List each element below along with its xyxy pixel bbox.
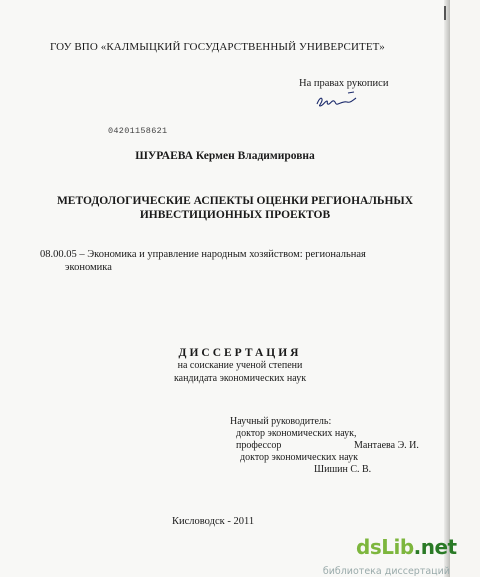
supervisor-name-2: Шишин С. В. xyxy=(314,464,372,475)
degree-description xyxy=(0,360,480,385)
supervisor-row-1 xyxy=(230,440,419,452)
specialty-line-1: 08.00.05 – Экономика и управление народным хозяйством: региональная xyxy=(40,249,366,260)
supervisor-rank: профессор xyxy=(236,440,282,451)
dslib-watermark[interactable] xyxy=(322,535,457,577)
author-name: ШУРАЕВА Кермен Владимировна xyxy=(135,150,315,162)
dissertation-title: МЕТОДОЛОГИЧЕСКИЕ АСПЕКТЫ ОЦЕНКИ РЕГИОНАЛЬНЫХ ИНВЕСТИЦИОННЫХ ПРОЕКТОВ xyxy=(56,195,414,221)
supervisor-name-1: Мантаева Э. И. xyxy=(354,440,419,451)
signature-icon xyxy=(314,89,360,111)
document-code: 04201158621 xyxy=(108,126,168,136)
supervisors-block xyxy=(230,416,419,476)
specialty-code xyxy=(40,248,380,274)
supervisor-degree-2: доктор экономических наук xyxy=(240,452,359,463)
supervisor-degree-1: доктор экономических наук, xyxy=(236,428,357,439)
city-year: Кисловодск - 2011 xyxy=(172,516,255,527)
dslib-logo: dsLib.net xyxy=(356,535,457,559)
rights-notice: На правах рукописи xyxy=(299,78,389,89)
scan-mark xyxy=(444,6,446,20)
page-edge-shadow xyxy=(444,0,450,577)
specialty-line-2: экономика xyxy=(65,262,112,273)
institution-name: ГОУ ВПО «КАЛМЫЦКИЙ ГОСУДАРСТВЕННЫЙ УНИВЕРСИТЕТ» xyxy=(50,41,385,53)
degree-line-1: на соискание ученой степени xyxy=(177,360,303,371)
dslib-subtitle: библиотека диссертаций xyxy=(322,566,450,577)
degree-line-2: кандидата экономических наук xyxy=(173,372,307,384)
supervisor-label: Научный руководитель: xyxy=(230,416,332,427)
dissertation-heading: ДИССЕРТАЦИЯ xyxy=(178,347,302,359)
